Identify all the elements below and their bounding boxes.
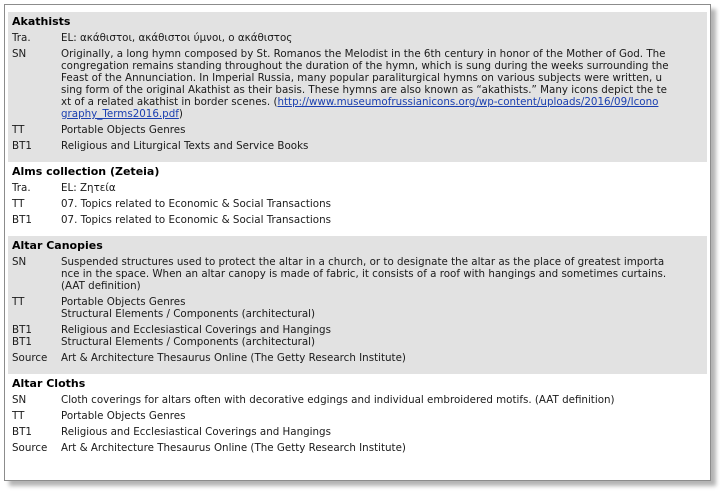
- value-line: Structural Elements / Components (architectural): [61, 336, 316, 348]
- value-line: Suspended structures used to protect the altar in a church, or to designate the altar as the place of greatest importa: [61, 256, 665, 268]
- field-label: SN: [12, 256, 27, 268]
- field-row-broader-term: [12, 214, 707, 226]
- field-value: [61, 296, 707, 320]
- field-label: Tra.: [12, 32, 31, 44]
- field-row-translation: [12, 182, 707, 194]
- field-value: [61, 394, 707, 406]
- value-line: Religious and Ecclesiastical Coverings and Hangings: [61, 426, 331, 438]
- source-link-continued[interactable]: graphy_Terms2016.pdf: [61, 108, 179, 120]
- value-line: 07. Topics related to Economic & Social Transactions: [61, 198, 331, 210]
- field-value: [61, 124, 707, 136]
- field-row-top-term: [12, 124, 707, 136]
- term-heading: Akathists: [12, 15, 71, 28]
- field-row-source: [12, 352, 707, 364]
- field-value: [61, 256, 707, 292]
- value-line: (AAT definition): [61, 280, 141, 292]
- term-entry-akathists: [8, 12, 707, 162]
- value-line: congregation remains standing throughout the duration of the hymn, which is sung during the weeks surrounding the: [61, 60, 669, 72]
- field-label: SN: [12, 394, 27, 406]
- field-value: [61, 32, 707, 44]
- field-label: BT1: [12, 140, 32, 152]
- value-line: Portable Objects Genres: [61, 410, 186, 422]
- value-line: 07. Topics related to Economic & Social Transactions: [61, 214, 331, 226]
- field-row-scope-note: [12, 256, 707, 292]
- value-line: Structural Elements / Components (architectural): [61, 308, 316, 320]
- value-line: Art & Architecture Thesaurus Online (The Getty Research Institute): [61, 352, 406, 364]
- field-value: [61, 48, 707, 120]
- value-line-with-link: [61, 108, 705, 120]
- field-value: [61, 352, 707, 364]
- field-label: Tra.: [12, 182, 31, 194]
- field-row-broader-term: [12, 140, 707, 152]
- field-label: BT1: [12, 336, 32, 348]
- term-entry-altar-cloths: [8, 374, 707, 464]
- field-row-scope-note: [12, 48, 707, 120]
- value-line: EL: ακάθιστοι, ακάθιστοι ύμνοι, ο ακάθιστος: [61, 32, 293, 44]
- term-heading: Altar Canopies: [12, 239, 103, 252]
- value-line: Portable Objects Genres: [61, 124, 186, 136]
- field-label: SN: [12, 48, 27, 60]
- value-line: Originally, a long hymn composed by St. Romanos the Melodist in the 6th century in honor of the Mother of God. The: [61, 48, 666, 60]
- value-line: sing form of the original Akathist as their basis. These hymns are also known as “akathists.” Many icons depict the te: [61, 84, 667, 96]
- thesaurus-panel: [4, 4, 711, 481]
- term-heading: Altar Cloths: [12, 377, 86, 390]
- value-line: Portable Objects Genres: [61, 296, 186, 308]
- term-list: [8, 12, 707, 464]
- field-label: TT: [12, 296, 25, 308]
- field-row-broader-term: [12, 324, 707, 336]
- source-link[interactable]: http://www.museumofrussianicons.org/wp-content/uploads/2016/09/Icono: [277, 96, 659, 108]
- field-value: [61, 324, 707, 336]
- field-row-top-term: [12, 410, 707, 422]
- value-line: Religious and Ecclesiastical Coverings and Hangings: [61, 324, 331, 336]
- term-entry-alms-collection: [8, 162, 707, 236]
- field-value: [61, 182, 707, 194]
- field-value: [61, 442, 707, 454]
- field-value: [61, 426, 707, 438]
- value-line: Art & Architecture Thesaurus Online (The Getty Research Institute): [61, 442, 406, 454]
- value-line-with-link: [61, 96, 705, 108]
- value-line: Feast of the Annunciation. In Imperial Russia, many popular paraliturgical hymns on various subjects were written, u: [61, 72, 663, 84]
- value-text: ): [178, 108, 183, 120]
- field-row-top-term: [12, 296, 707, 320]
- field-value: [61, 410, 707, 422]
- field-value: [61, 198, 707, 210]
- field-label: BT1: [12, 324, 32, 336]
- field-label: Source: [12, 352, 48, 364]
- value-line: nce in the space. When an altar canopy is made of fabric, it consists of a roof with hangings and sometimes curtains.: [61, 268, 667, 280]
- value-line: Religious and Liturgical Texts and Service Books: [61, 140, 309, 152]
- field-label: TT: [12, 410, 25, 422]
- field-value: [61, 214, 707, 226]
- field-label: BT1: [12, 214, 32, 226]
- field-label: Source: [12, 442, 48, 454]
- value-text: xt of a related akathist in border scenes. (: [61, 96, 278, 108]
- field-row-top-term: [12, 198, 707, 210]
- field-row-broader-term: [12, 336, 707, 348]
- value-line: Cloth coverings for altars often with decorative edgings and individual embroidered motifs. (AAT definition): [61, 394, 615, 406]
- field-row-translation: [12, 32, 707, 44]
- field-label: TT: [12, 124, 25, 136]
- field-label: BT1: [12, 426, 32, 438]
- field-value: [61, 336, 707, 348]
- field-value: [61, 140, 707, 152]
- term-heading: Alms collection (Zeteia): [12, 165, 160, 178]
- field-row-scope-note: [12, 394, 707, 406]
- field-row-source: [12, 442, 707, 454]
- value-line: EL: Ζητεία: [61, 182, 116, 194]
- field-row-broader-term: [12, 426, 707, 438]
- field-label: TT: [12, 198, 25, 210]
- term-entry-altar-canopies: [8, 236, 707, 374]
